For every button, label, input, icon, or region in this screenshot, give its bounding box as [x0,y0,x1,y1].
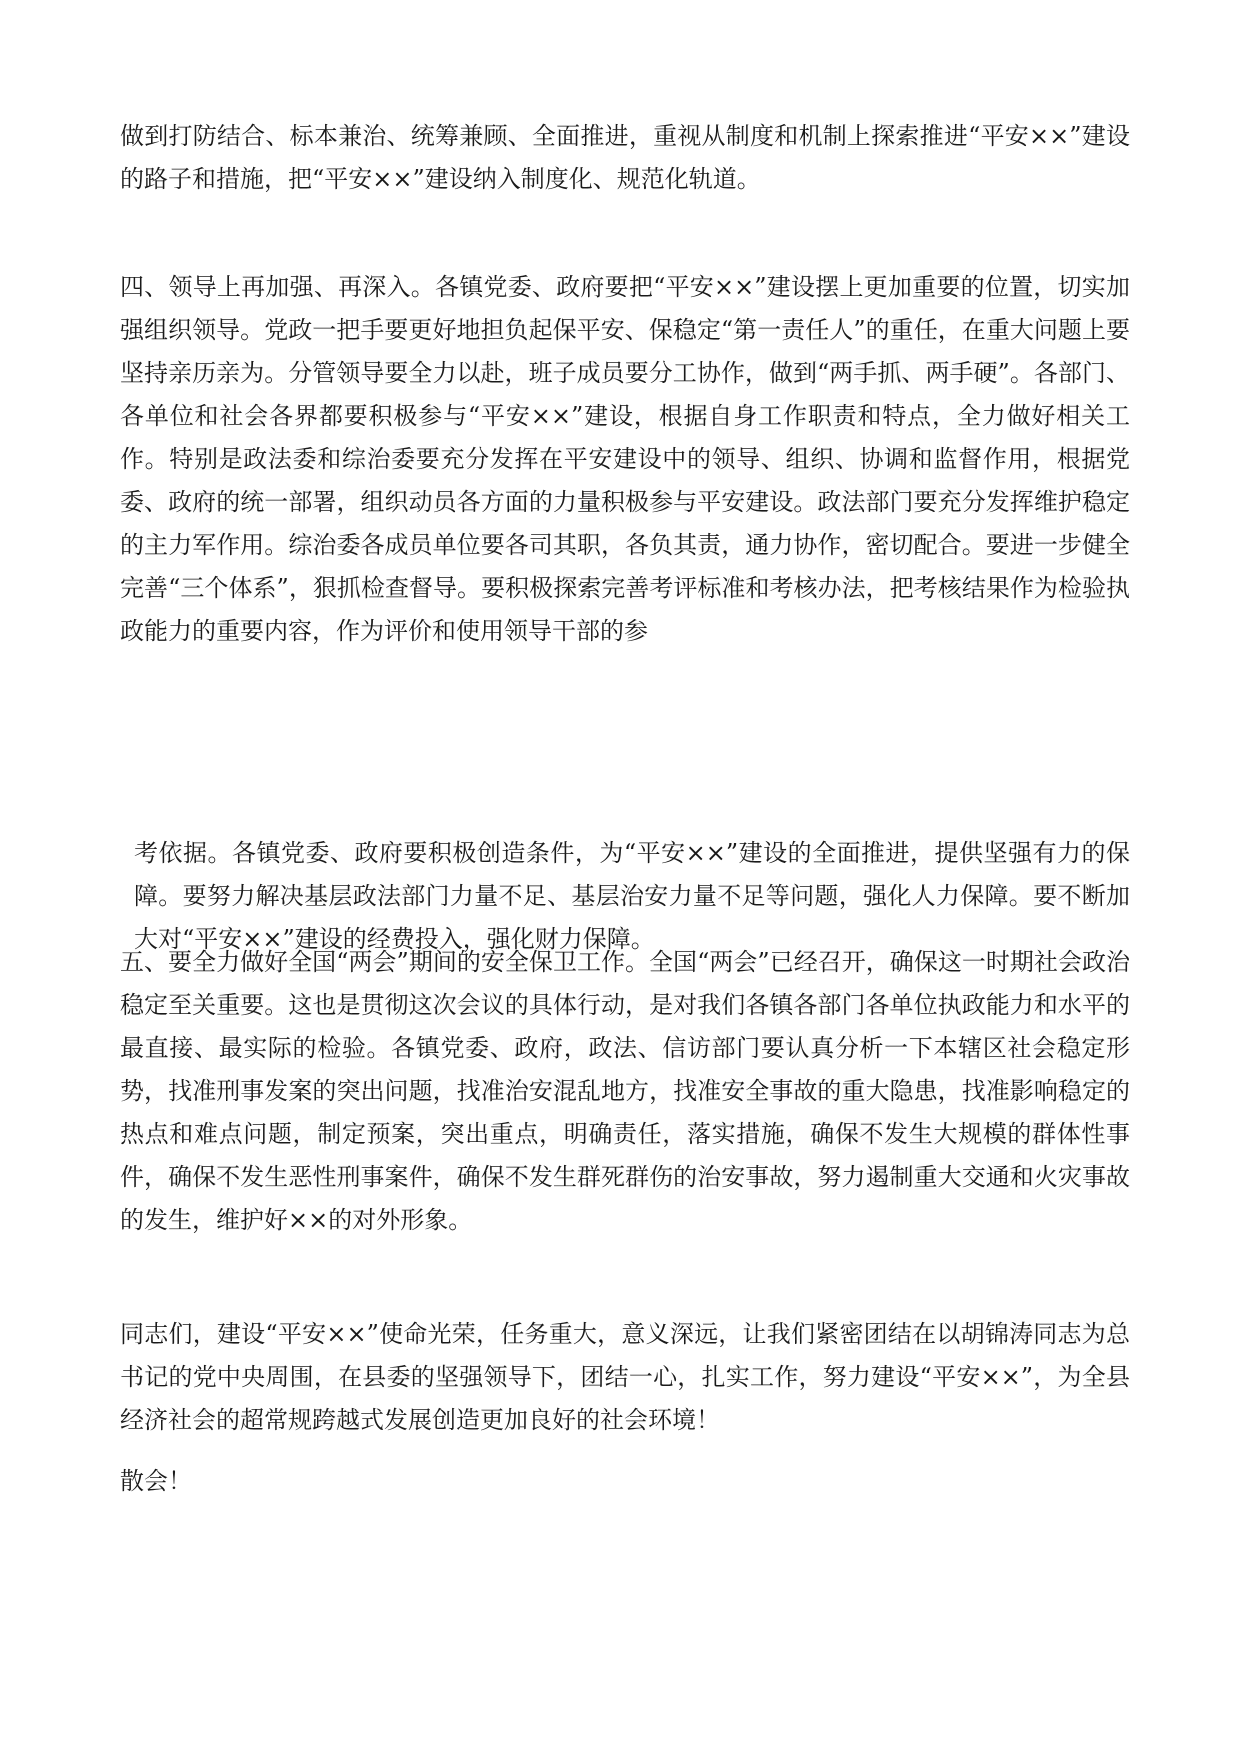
paragraph-3: 考依据。各镇党委、政府要积极创造条件，为“平安××”建设的全面推进，提供坚强有力的保障。要努力解决基层政法部门力量不足、基层治安力量不足等问题，强化人力保障。要不断加大对“平安××”建设的经费投入，强化财力保障。 [134,839,1130,953]
paragraph-5: 同志们，建设“平安××”使命光荣，任务重大，意义深远，让我们紧密团结在以胡锦涛同志为总书记的党中央周围，在县委的坚强领导下，团结一心，扎实工作，努力建设“平安××”，为全县经济社会的超常规跨越式发展创造更加良好的社会环境！ [120,1320,1130,1434]
paragraph-6: 散会！ [120,1467,192,1495]
paragraph-1: 做到打防结合、标本兼治、统筹兼顾、全面推进，重视从制度和机制上探索推进“平安××”建设的路子和措施，把“平安××”建设纳入制度化、规范化轨道。 [120,122,1130,193]
paragraph-4: 五、要全力做好全国“两会”期间的安全保卫工作。全国“两会”已经召开，确保这一时期社会政治稳定至关重要。这也是贯彻这次会议的具体行动，是对我们各镇各部门各单位执政能力和水平的最直接、最实际的检验。各镇党委、政府，政法、信访部门要认真分析一下本辖区社会稳定形势，找准刑事发案的突出问题，找准治安混乱地方，找准安全事故的重大隐患，找准影响稳定的热点和难点问题，制定预案，突出重点，明确责任，落实措施，确保不发生大规模的群体性事件，确保不发生恶性刑事案件，确保不发生群死群伤的治安事故，努力遏制重大交通和火灾事故的发生，维护好××的对外形象。 [120,948,1130,1234]
paragraph-2: 四、领导上再加强、再深入。各镇党委、政府要把“平安××”建设摆上更加重要的位置，切实加强组织领导。党政一把手要更好地担负起保平安、保稳定“第一责任人”的重任，在重大问题上要坚持亲历亲为。分管领导要全力以赴，班子成员要分工协作，做到“两手抓、两手硬”。各部门、各单位和社会各界都要积极参与“平安××”建设，根据自身工作职责和特点，全力做好相关工作。特别是政法委和综治委要充分发挥在平安建设中的领导、组织、协调和监督作用，根据党委、政府的统一部署，组织动员各方面的力量积极参与平安建设。政法部门要充分发挥维护稳定的主力军作用。综治委各成员单位要各司其职，各负其责，通力协作，密切配合。要进一步健全完善“三个体系”，狠抓检查督导。要积极探索完善考评标准和考核办法，把考核结果作为检验执政能力的重要内容，作为评价和使用领导干部的参 [120,273,1130,645]
